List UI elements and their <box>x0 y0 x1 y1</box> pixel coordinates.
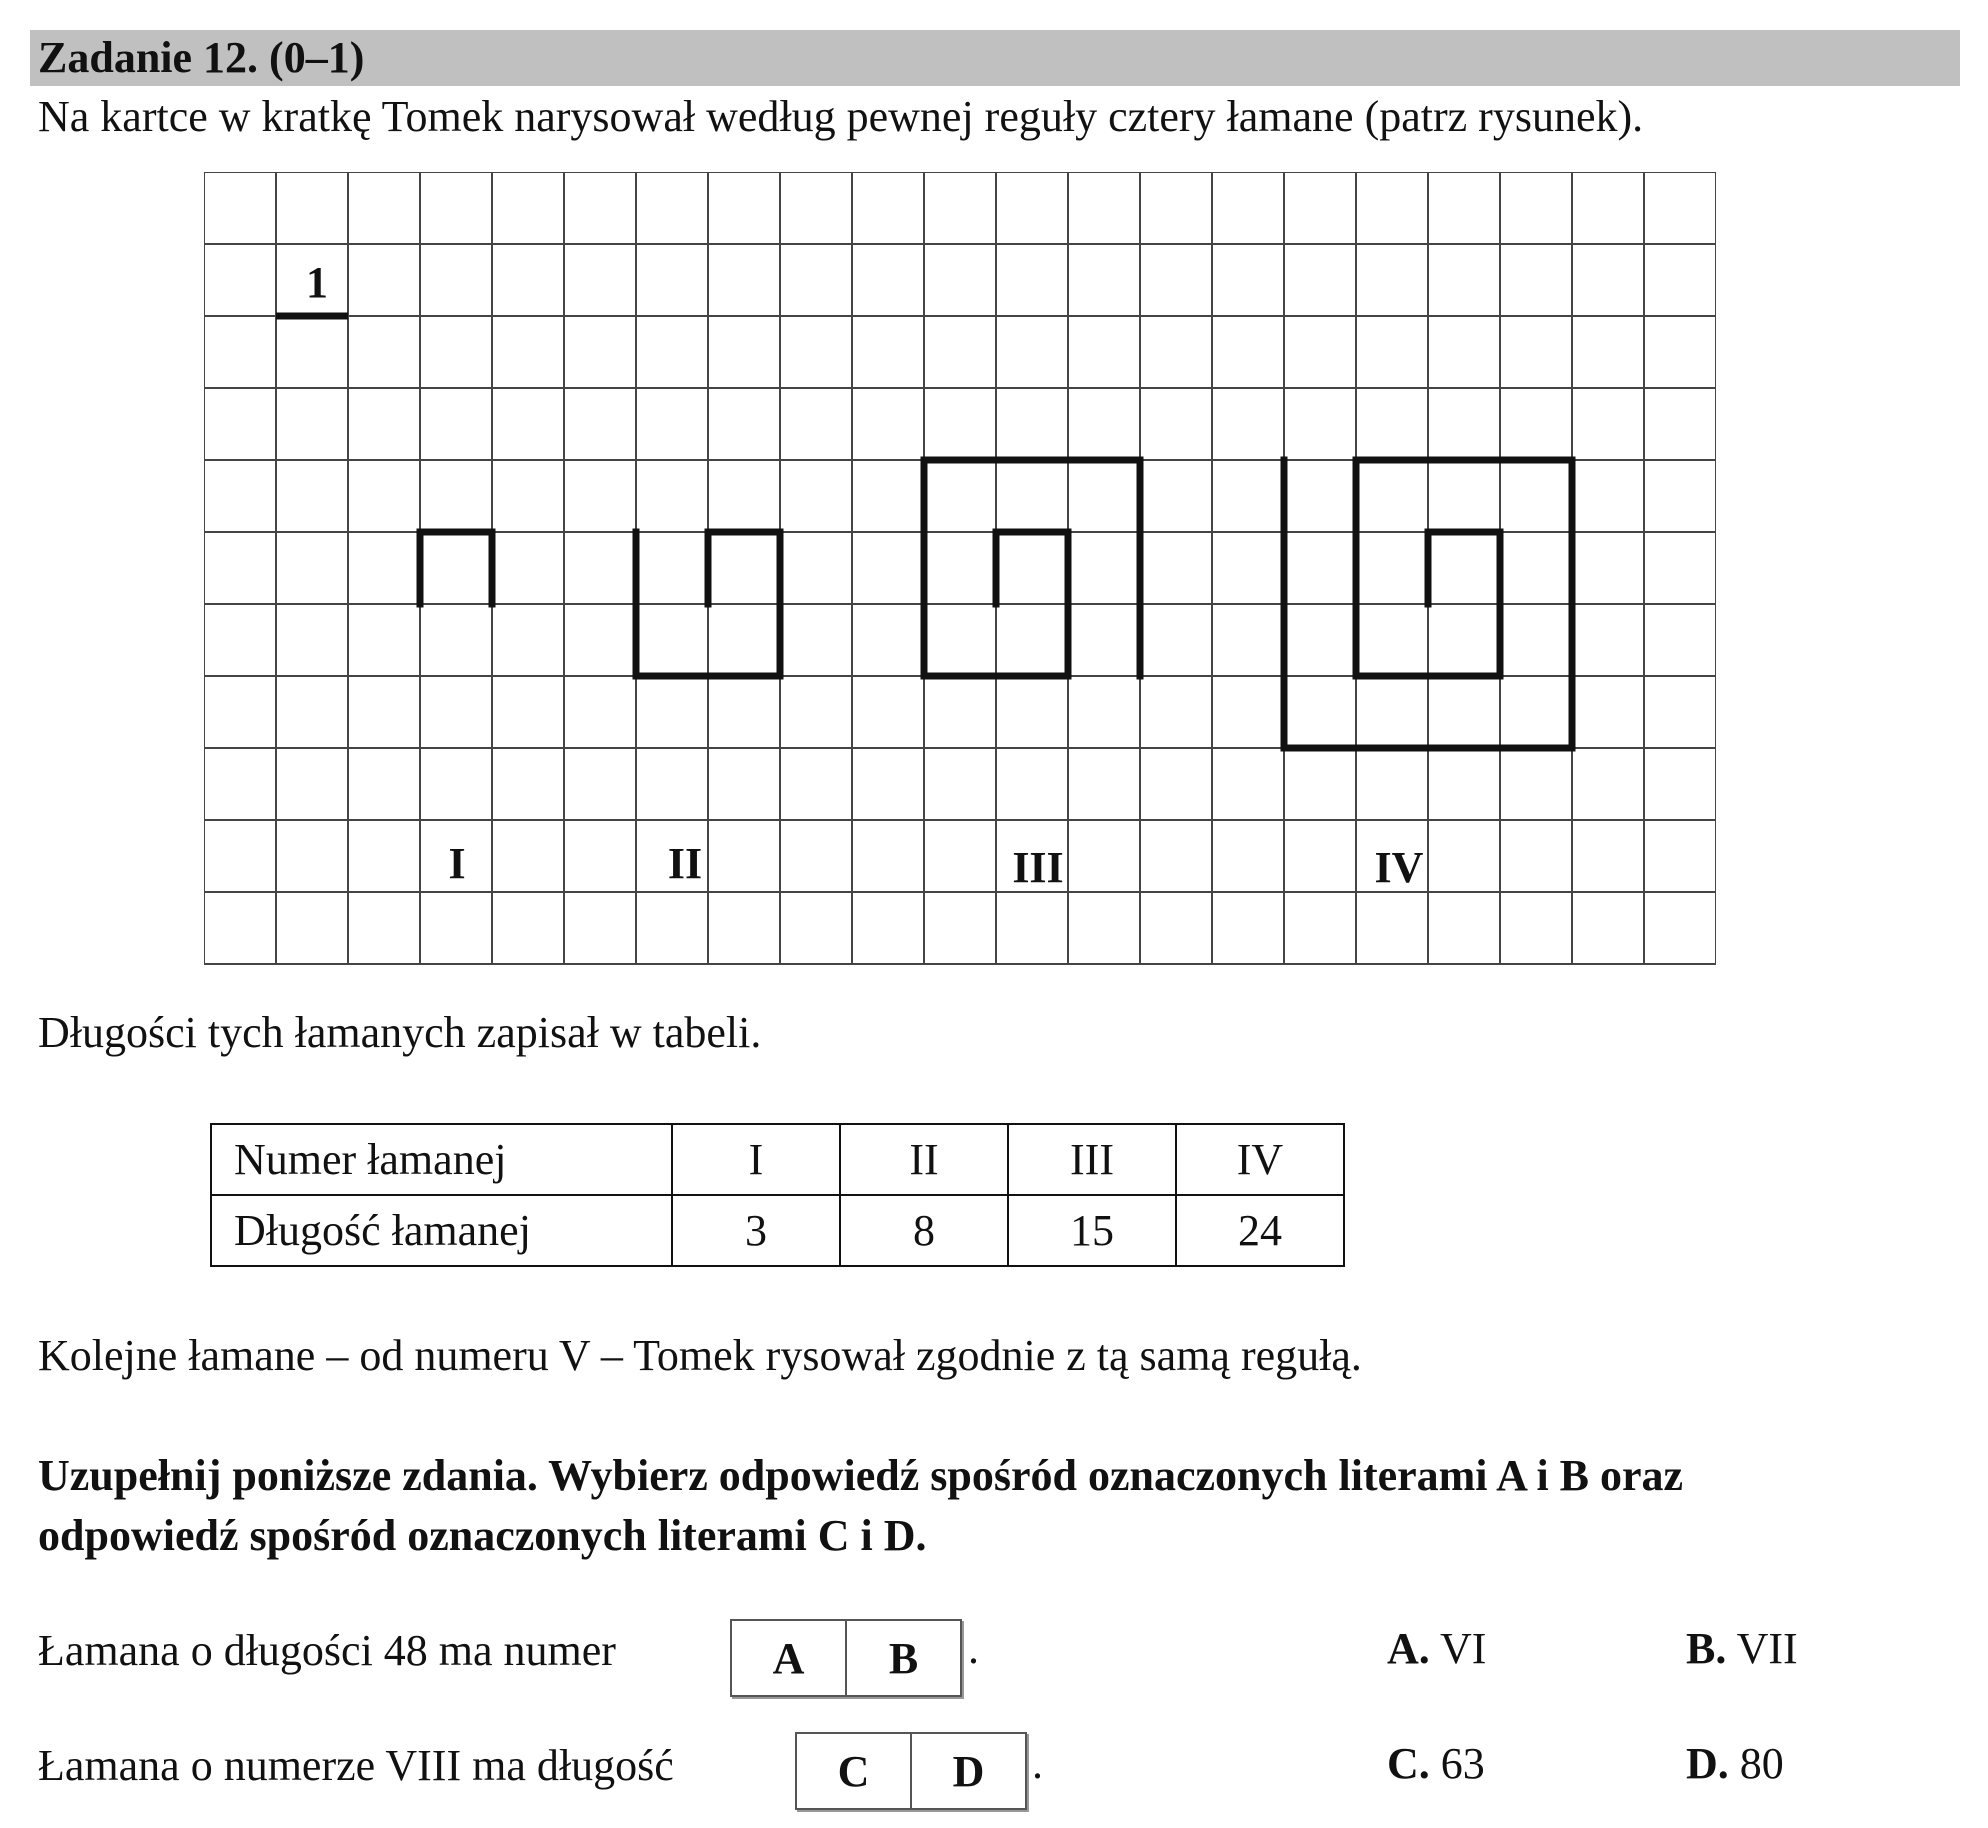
label-III: III <box>1012 843 1064 892</box>
answer-A-value: VI <box>1440 1624 1487 1673</box>
table-row <box>211 1124 1344 1195</box>
table-row-header: Numer łamanej <box>211 1124 672 1195</box>
question-1-period: . <box>968 1624 979 1673</box>
question-2-period: . <box>1032 1739 1043 1788</box>
table-row-header: Długość łamanej <box>211 1195 672 1266</box>
label-II: II <box>667 839 703 888</box>
label-IV: IV <box>1374 843 1424 892</box>
answer-box-CD <box>795 1732 1027 1810</box>
lengths-intro: Długości tych łamanych zapisał w tabeli. <box>38 1008 762 1057</box>
table-cell: I <box>672 1124 840 1195</box>
answer-D-letter: D. <box>1686 1739 1729 1788</box>
table-cell: III <box>1008 1124 1176 1195</box>
answer-A-letter: A. <box>1387 1624 1430 1673</box>
polyline-III <box>924 460 1140 676</box>
table-cell: 24 <box>1176 1195 1344 1266</box>
answer-B-value: VII <box>1736 1624 1798 1673</box>
answer-C-letter: C. <box>1387 1739 1430 1788</box>
table-row <box>211 1195 1344 1266</box>
unit-label: 1 <box>306 258 328 307</box>
answer-C <box>1387 1738 1485 1789</box>
polyline-figure <box>204 172 1716 968</box>
answer-box-AB <box>730 1619 962 1697</box>
table-cell: 8 <box>840 1195 1008 1266</box>
option-B-button[interactable]: B <box>845 1621 960 1695</box>
table-cell: IV <box>1176 1124 1344 1195</box>
answer-D <box>1686 1738 1784 1789</box>
option-C-button[interactable]: C <box>837 1746 870 1796</box>
task-title: Zadanie 12. (0–1) <box>38 33 365 82</box>
next-polylines-text: Kolejne łamane – od numeru V – Tomek rysował zgodnie z tą samą regułą. <box>38 1331 1362 1380</box>
answer-D-value: 80 <box>1739 1739 1784 1788</box>
question-2-text: Łamana o numerze VIII ma długość <box>38 1741 674 1790</box>
instruction-line-1: Uzupełnij poniższe zdania. Wybierz odpowiedź spośród oznaczonych literami A i B oraz <box>38 1451 1684 1500</box>
option-D-button[interactable]: D <box>910 1734 1025 1808</box>
option-A-button[interactable]: A <box>772 1633 805 1683</box>
instruction-line-2: odpowiedź spośród oznaczonych literami C i D. <box>38 1511 927 1560</box>
answer-B-letter: B. <box>1686 1624 1727 1673</box>
task-intro: Na kartce w kratkę Tomek narysował według pewnej reguły cztery łamane (patrz rysunek). <box>38 92 1644 141</box>
answer-C-value: 63 <box>1440 1739 1485 1788</box>
table-cell: 3 <box>672 1195 840 1266</box>
answer-A <box>1387 1623 1486 1674</box>
question-1-text: Łamana o długości 48 ma numer <box>38 1626 616 1675</box>
table-cell: 15 <box>1008 1195 1176 1266</box>
grid-lines <box>204 172 1716 964</box>
polyline-I <box>420 532 492 604</box>
answer-B <box>1686 1623 1798 1674</box>
label-I: I <box>448 839 466 888</box>
table-cell: II <box>840 1124 1008 1195</box>
lengths-table <box>210 1123 1345 1267</box>
